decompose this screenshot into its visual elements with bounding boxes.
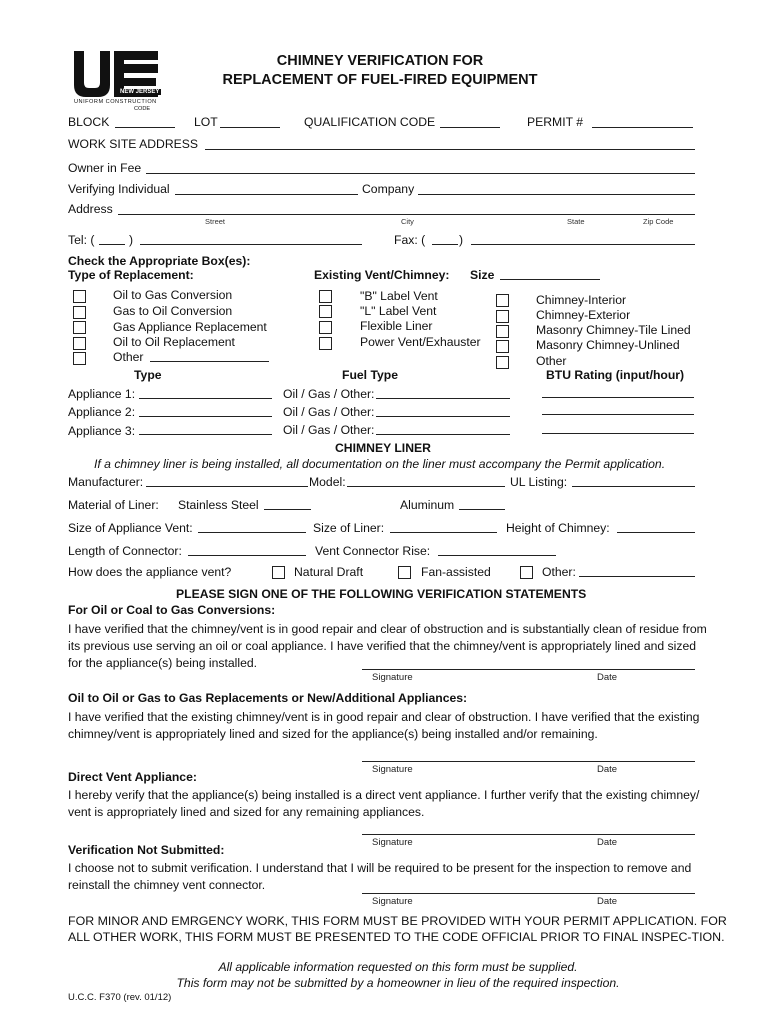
block-label: BLOCK [68,115,110,129]
section-3-title: Direct Vent Appliance: [68,770,197,784]
company-field[interactable] [418,194,695,195]
ucc-logo [70,49,160,115]
section-3-signature-caption: Signature [372,837,413,848]
option-other-replacement: Other [113,350,144,364]
appliance-vent-size-label: Size of Appliance Vent: [68,521,193,535]
city-caption: City [401,217,414,226]
appliance-1-label: Appliance 1: [68,387,136,401]
tel-number-field[interactable] [140,244,362,245]
size-label: Size [470,268,495,282]
checkbox-oil-to-gas[interactable] [73,290,86,303]
option-oil-to-oil: Oil to Oil Replacement [113,335,235,349]
option-l-label-vent: "L" Label Vent [360,304,437,318]
appliance-3-fuel-label: Oil / Gas / Other: [283,423,375,437]
block-field[interactable] [115,127,175,128]
lot-field[interactable] [220,127,280,128]
state-caption: State [567,217,585,226]
vent-other-label: Other: [542,565,576,579]
aluminum-label: Aluminum [400,498,455,512]
section-4-signature-line[interactable] [362,893,695,894]
ul-listing-field[interactable] [572,486,695,487]
section-2-signature-line[interactable] [362,761,695,762]
connector-rise-label: Vent Connector Rise: [315,544,431,558]
owner-label: Owner in Fee [68,161,142,175]
footer-notice: FOR MINOR AND EMRGENCY WORK, THIS FORM MUST BE PROVIDED WITH YOUR PERMIT APPLICATION. FOR ALL OTHER WORK, THIS FORM MUST BE PRESENTED TO THE CODE OFFICIAL PRIOR TO FINAL INSPEC-TION. [68,914,727,944]
section-1-date-caption: Date [597,672,618,683]
fan-assisted-label: Fan-assisted [421,565,491,579]
connector-rise-field[interactable] [438,555,556,556]
option-masonry-tile-lined: Masonry Chimney-Tile Lined [536,323,691,337]
manufacturer-field[interactable] [146,486,308,487]
section-4-text: I choose not to submit verification. I understand that I will be required to be present for the inspection to remove and reinstall the chimney vent connector. [68,861,692,892]
section-3-signature-line[interactable] [362,834,695,835]
checkbox-power-vent[interactable] [319,337,332,350]
footer-line1: All applicable information requested on this form must be supplied. [218,960,578,974]
size-field[interactable] [500,279,600,280]
appliance-2-fuel-label: Oil / Gas / Other: [283,405,375,419]
tel-area-code-field[interactable] [99,244,125,245]
connector-length-label: Length of Connector: [68,544,182,558]
checkbox-masonry-tile-lined[interactable] [496,325,509,338]
checkbox-vent-other[interactable] [520,566,533,579]
checkbox-chimney-interior[interactable] [496,294,509,307]
logo-line2: CODE [134,106,151,112]
chimney-liner-note: If a chimney liner is being installed, all documentation on the liner must accompany the Permit application. [94,457,666,471]
model-field[interactable] [347,486,505,487]
verification-heading: PLEASE SIGN ONE OF THE FOLLOWING VERIFICATION STATEMENTS [176,587,587,601]
appliance-3-type-field[interactable] [139,434,272,435]
section-3-text: I hereby verify that the appliance(s) being installed is a direct vent appliance. I further verify that the existing chimney/ vent is appropriately lined and sized for any remaining appliances. [68,788,700,819]
material-label: Material of Liner: [68,498,159,512]
option-gas-appliance: Gas Appliance Replacement [113,320,267,334]
checkbox-fan-assisted[interactable] [398,566,411,579]
checkbox-natural-draft[interactable] [272,566,285,579]
chimney-liner-heading: CHIMNEY LINER [335,441,431,455]
section-4-title: Verification Not Submitted: [68,843,225,857]
appliance-2-label: Appliance 2: [68,405,136,419]
checkbox-oil-to-oil[interactable] [73,337,86,350]
title-line2: REPLACEMENT OF FUEL-FIRED EQUIPMENT [222,72,538,88]
checkbox-gas-to-oil[interactable] [73,306,86,319]
checkbox-l-label-vent[interactable] [319,305,332,318]
tel-label: Tel: ( [68,233,95,247]
stainless-steel-label: Stainless Steel [178,498,259,512]
model-label: Model: [309,475,346,489]
section-2-text: I have verified that the existing chimney/vent is in good repair and clear of obstruction. I have verified that the existing chimney/vent is appropriately lined and sized for the appliance(s) being installed and/or remaining. [68,710,700,741]
option-chimney-interior: Chimney-Interior [536,293,627,307]
section-2-signature-caption: Signature [372,764,413,775]
option-flexible-liner: Flexible Liner [360,319,433,333]
option-chimney-exterior: Chimney-Exterior [536,308,631,322]
tel-close: ) [129,233,134,247]
section-4-signature-caption: Signature [372,896,413,907]
col-type-heading: Type [134,368,162,382]
checkbox-gas-appliance[interactable] [73,321,86,334]
section-1-text: I have verified that the chimney/vent is in good repair and clear of obstruction and is substantially clean of residue from its previous use serving an oil or coal appliance. I have verified that the chimney/vent is appropriately lined and sized for the appliance(s) being installed. [68,622,707,670]
permit-label: PERMIT # [527,115,583,129]
existing-vent-heading: Existing Vent/Chimney: [314,268,450,282]
logo-state: NEW JERSEY [120,89,160,95]
ul-listing-label: UL Listing: [510,475,568,489]
fax-number-field[interactable] [471,244,695,245]
section-4-date-caption: Date [597,896,618,907]
owner-field[interactable] [146,173,695,174]
checkbox-b-label-vent[interactable] [319,290,332,303]
zip-caption: Zip Code [643,217,674,226]
qualification-code-label: QUALIFICATION CODE [304,115,436,129]
col-btu-heading: BTU Rating (input/hour) [546,368,685,382]
appliance-2-fuel-field[interactable] [376,416,510,417]
option-masonry-unlined: Masonry Chimney-Unlined [536,338,680,352]
work-site-address-label: WORK SITE ADDRESS [68,137,199,151]
chimney-height-field[interactable] [617,532,695,533]
lot-label: LOT [194,115,218,129]
option-power-vent: Power Vent/Exhauster [360,335,481,349]
address-field[interactable] [118,214,695,215]
appliance-3-fuel-field[interactable] [376,434,510,435]
section-2-date-caption: Date [597,764,618,775]
footer-line2: This form may not be submitted by a homeowner in lieu of the required inspection. [176,976,620,990]
checkbox-flexible-liner[interactable] [319,321,332,334]
vent-other-field[interactable] [579,576,695,577]
address-label: Address [68,202,113,216]
stainless-steel-field[interactable] [264,509,311,510]
section-1-title: For Oil or Coal to Gas Conversions: [68,603,276,617]
appliance-1-type-field[interactable] [139,398,272,399]
option-gas-to-oil: Gas to Oil Conversion [113,304,233,318]
connector-length-field[interactable] [188,555,306,556]
checkbox-other-replacement[interactable] [73,352,86,365]
appliance-1-btu-field[interactable] [542,397,694,398]
natural-draft-label: Natural Draft [294,565,364,579]
checkbox-masonry-unlined[interactable] [496,340,509,353]
title-line1: CHIMNEY VERIFICATION FOR [276,53,484,69]
other-replacement-field[interactable] [150,361,269,362]
manufacturer-label: Manufacturer: [68,475,144,489]
appliance-3-label: Appliance 3: [68,424,136,438]
appliance-2-type-field[interactable] [139,416,272,417]
work-site-address-field[interactable] [205,149,695,150]
street-caption: Street [205,217,226,226]
logo-line1: UNIFORM CONSTRUCTION [74,99,157,105]
type-of-replacement-heading: Type of Replacement: [68,268,194,282]
appliance-1-fuel-field[interactable] [376,398,510,399]
checkbox-chimney-other[interactable] [496,356,509,369]
check-heading: Check the Appropriate Box(es): [68,254,251,268]
appliance-2-btu-field[interactable] [542,414,694,415]
fax-label: Fax: ( [394,233,426,247]
form-id: U.C.C. F370 (rev. 01/12) [68,992,172,1003]
fax-close: ) [459,233,464,247]
fax-area-code-field[interactable] [432,244,458,245]
vent-question: How does the appliance vent? [68,565,232,579]
appliance-3-btu-field[interactable] [542,433,694,434]
section-1-signature-line[interactable] [362,669,695,670]
qualification-code-field[interactable] [440,127,500,128]
appliance-vent-size-field[interactable] [198,532,306,533]
checkbox-chimney-exterior[interactable] [496,310,509,323]
section-3-date-caption: Date [597,837,618,848]
verifying-individual-field[interactable] [175,194,358,195]
permit-field[interactable] [592,127,693,128]
liner-size-field[interactable] [390,532,497,533]
chimney-height-label: Height of Chimney: [506,521,610,535]
option-b-label-vent: "B" Label Vent [360,289,438,303]
appliance-1-fuel-label: Oil / Gas / Other: [283,387,375,401]
liner-size-label: Size of Liner: [313,521,385,535]
company-label: Company [362,182,415,196]
verifying-individual-label: Verifying Individual [68,182,170,196]
section-2-title: Oil to Oil or Gas to Gas Replacements or New/Additional Appliances: [68,691,468,705]
aluminum-field[interactable] [459,509,505,510]
section-1-signature-caption: Signature [372,672,413,683]
col-fuel-heading: Fuel Type [342,368,398,382]
option-chimney-other: Other [536,354,567,368]
option-oil-to-gas: Oil to Gas Conversion [113,288,233,302]
